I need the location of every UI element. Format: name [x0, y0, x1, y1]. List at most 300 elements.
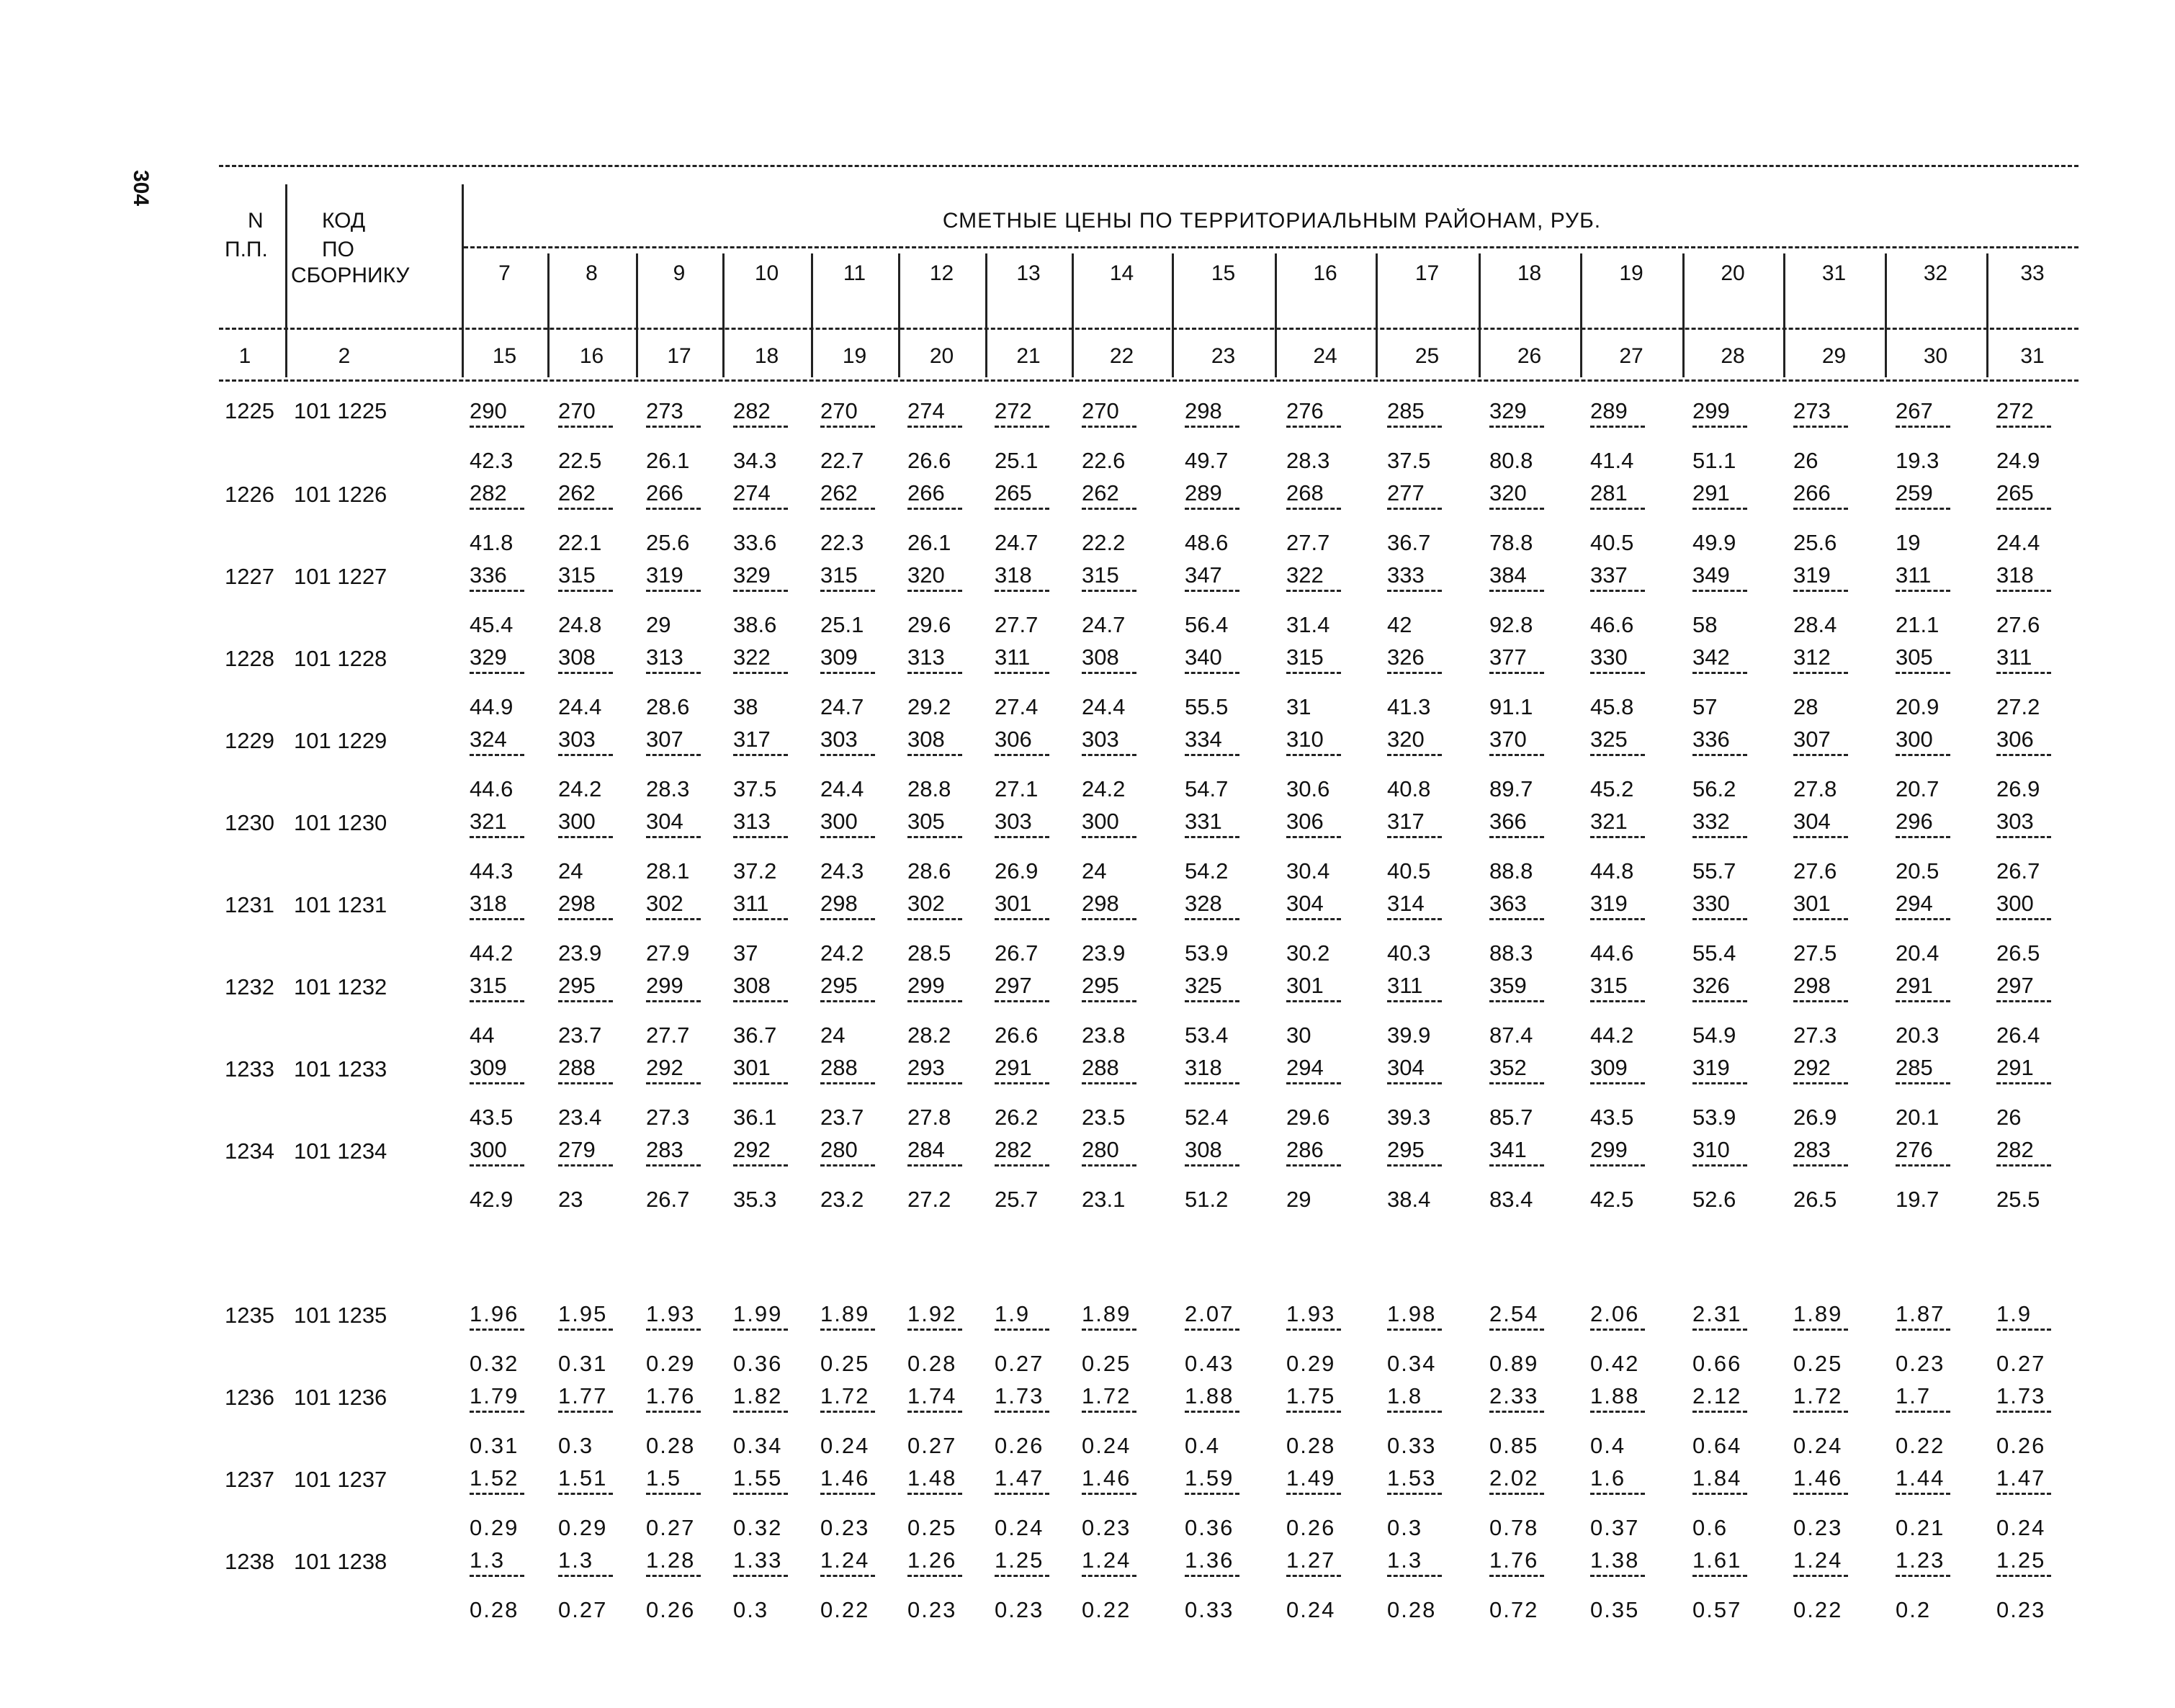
region-number: 7 [498, 261, 511, 285]
wage-component: 0.34 [733, 1433, 783, 1458]
estimated-price: 1.24 [1793, 1547, 1843, 1573]
estimated-price: 301 [733, 1055, 771, 1080]
fraction-dash [1793, 1493, 1848, 1498]
fraction-dash [1793, 754, 1848, 759]
region-number: 20 [1721, 261, 1745, 285]
fraction-dash [558, 1082, 613, 1087]
fraction-dash [1793, 1164, 1848, 1169]
region-number: 11 [843, 261, 866, 285]
wage-component: 26.6 [995, 1022, 1039, 1048]
region-column-divider [1275, 253, 1277, 377]
wage-component: 0.35 [1590, 1597, 1640, 1622]
fraction-dash [1185, 1575, 1239, 1580]
estimated-price: 377 [1489, 644, 1527, 670]
estimated-price: 319 [1590, 891, 1628, 916]
estimated-price: 315 [1590, 973, 1628, 998]
wage-component: 44.3 [470, 858, 514, 884]
estimated-price: 363 [1489, 891, 1527, 916]
price-cell [1996, 480, 2083, 556]
wage-component: 25.1 [820, 612, 864, 637]
estimated-price: 366 [1489, 809, 1527, 834]
wage-component: 0.28 [646, 1433, 696, 1458]
row-number: 1237 [225, 1467, 274, 1492]
fraction-dash [1286, 754, 1341, 759]
region-number: 19 [1619, 261, 1643, 285]
price-cell [1387, 1383, 1474, 1459]
price-cell [1590, 398, 1677, 474]
price-cell [1185, 1465, 1271, 1541]
price-cell [1082, 1055, 1168, 1131]
price-cell [1896, 973, 1982, 1048]
price-cell [1793, 644, 1880, 720]
estimated-price: 1.53 [1387, 1465, 1437, 1491]
estimated-price: 1.93 [1286, 1301, 1336, 1326]
estimated-price: 295 [558, 973, 596, 998]
estimated-price: 280 [1082, 1137, 1119, 1162]
wage-component: 89.7 [1489, 776, 1533, 801]
fraction-dash [1793, 426, 1848, 431]
wage-component: 22.7 [820, 448, 864, 473]
price-cell [558, 973, 645, 1048]
price-cell [1082, 1301, 1168, 1377]
header-bottom-rule [219, 328, 2078, 330]
fraction-dash [733, 1575, 788, 1580]
price-cell [646, 480, 732, 556]
fraction-dash [995, 1329, 1049, 1334]
fraction-dash [1489, 426, 1544, 431]
wage-component: 25.6 [646, 530, 690, 555]
wage-component: 24.2 [1082, 776, 1126, 801]
estimated-price: 1.3 [558, 1547, 594, 1573]
estimated-price: 313 [733, 809, 771, 834]
estimated-price: 1.82 [733, 1383, 783, 1408]
price-cell [1489, 1137, 1576, 1213]
price-cell [558, 891, 645, 966]
wage-component: 0.23 [907, 1597, 957, 1622]
price-cell [470, 809, 556, 884]
fraction-dash [733, 754, 788, 759]
price-cell [733, 727, 820, 802]
wage-component: 28.5 [907, 940, 951, 966]
row-number: 1235 [225, 1303, 274, 1328]
wage-component: 27.8 [907, 1105, 951, 1130]
estimated-price: 281 [1590, 480, 1628, 505]
region-column-divider [1682, 253, 1685, 377]
estimated-price: 273 [1793, 398, 1831, 423]
fraction-dash [1793, 1411, 1848, 1416]
estimated-price: 1.51 [558, 1465, 608, 1491]
estimated-price: 303 [1082, 727, 1119, 752]
fraction-dash [1590, 836, 1645, 841]
header-divider [285, 184, 287, 377]
wage-component: 27.3 [1793, 1022, 1837, 1048]
wage-component: 0.26 [646, 1597, 696, 1622]
estimated-price: 334 [1185, 727, 1222, 752]
fraction-dash [1286, 426, 1341, 431]
estimated-price: 315 [820, 562, 858, 588]
fraction-dash [1896, 1082, 1950, 1087]
fraction-dash [1793, 1082, 1848, 1087]
wage-component: 37 [733, 940, 758, 966]
price-cell [558, 727, 645, 802]
estimated-price: 288 [558, 1055, 596, 1080]
price-cell [1082, 1137, 1168, 1213]
fraction-dash [1793, 1000, 1848, 1005]
price-cell [995, 891, 1081, 966]
estimated-price: 1.76 [646, 1383, 696, 1408]
fraction-dash [1590, 1493, 1645, 1498]
fraction-dash [470, 754, 524, 759]
estimated-price: 302 [907, 891, 945, 916]
price-cell [1692, 727, 1779, 802]
column-number: 23 [1211, 344, 1236, 368]
price-cell [1185, 1137, 1271, 1213]
row-number: 1225 [225, 398, 274, 423]
column-number: 2 [338, 344, 351, 368]
wage-component: 0.23 [1996, 1597, 2046, 1622]
estimated-price: 1.61 [1692, 1547, 1742, 1573]
price-cell [1692, 1137, 1779, 1213]
estimated-price: 304 [1793, 809, 1831, 834]
fraction-dash [1896, 1575, 1950, 1580]
fraction-dash [646, 754, 701, 759]
price-cell [646, 1383, 732, 1459]
fraction-dash [1286, 1493, 1341, 1498]
price-cell [1793, 562, 1880, 638]
wage-component: 0.85 [1489, 1433, 1539, 1458]
price-cell [1590, 1547, 1677, 1623]
fraction-dash [1185, 1000, 1239, 1005]
npp-header: N [248, 209, 264, 233]
fraction-dash [1387, 1411, 1442, 1416]
wage-component: 43.5 [1590, 1105, 1634, 1130]
estimated-price: 308 [733, 973, 771, 998]
fraction-dash [1286, 672, 1341, 677]
estimated-price: 301 [995, 891, 1032, 916]
wage-component: 24.7 [1082, 612, 1126, 637]
wage-component: 0.27 [907, 1433, 957, 1458]
estimated-price: 349 [1692, 562, 1730, 588]
wage-component: 25.6 [1793, 530, 1837, 555]
fraction-dash [820, 590, 875, 595]
price-cell [470, 480, 556, 556]
column-number: 25 [1414, 344, 1440, 368]
estimated-price: 292 [1793, 1055, 1831, 1080]
fraction-dash [1185, 1493, 1239, 1498]
price-cell [558, 1055, 645, 1131]
estimated-price: 329 [470, 644, 507, 670]
price-cell [1387, 562, 1474, 638]
price-cell [558, 1547, 645, 1623]
wage-component: 26.7 [995, 940, 1039, 966]
wage-component: 0.28 [1286, 1433, 1336, 1458]
fraction-dash [1387, 1575, 1442, 1580]
wage-component: 49.7 [1185, 448, 1229, 473]
fraction-dash [1896, 754, 1950, 759]
column-number: 20 [929, 344, 954, 368]
row-code: 101 1225 [294, 398, 387, 423]
wage-component: 28.4 [1793, 612, 1837, 637]
region-number: 9 [673, 261, 686, 285]
price-cell [1185, 1383, 1271, 1459]
estimated-price: 359 [1489, 973, 1527, 998]
price-cell [820, 1547, 907, 1623]
page-number: 304 [129, 170, 153, 207]
fraction-dash [1590, 1164, 1645, 1169]
wage-component: 26 [1996, 1105, 2022, 1130]
wage-component: 22.5 [558, 448, 602, 473]
row-number: 1232 [225, 974, 274, 999]
row-number: 1229 [225, 728, 274, 753]
price-cell [1489, 1055, 1576, 1131]
row-number: 1228 [225, 646, 274, 671]
price-cell [733, 1547, 820, 1623]
price-cell [1387, 809, 1474, 884]
fraction-dash [1692, 508, 1747, 513]
wage-component: 54.7 [1185, 776, 1229, 801]
estimated-price: 2.33 [1489, 1383, 1539, 1408]
price-cell [907, 398, 994, 474]
wage-component: 27.7 [646, 1022, 690, 1048]
wage-component: 37.2 [733, 858, 777, 884]
fraction-dash [1185, 918, 1239, 923]
wage-component: 37.5 [1387, 448, 1431, 473]
fraction-dash [1286, 1575, 1341, 1580]
estimated-price: 315 [558, 562, 596, 588]
estimated-price: 274 [733, 480, 771, 505]
fraction-dash [1692, 1493, 1747, 1498]
price-cell [1996, 973, 2083, 1048]
price-cell [1286, 1301, 1373, 1377]
column-number: 31 [2020, 344, 2045, 368]
fraction-dash [558, 1164, 613, 1169]
estimated-price: 318 [995, 562, 1032, 588]
fraction-dash [907, 672, 962, 677]
wage-component: 0.24 [1082, 1433, 1131, 1458]
estimated-price: 1.46 [1082, 1465, 1131, 1491]
price-cell [907, 891, 994, 966]
fraction-dash [907, 1000, 962, 1005]
estimated-price: 1.76 [1489, 1547, 1539, 1573]
estimated-price: 304 [646, 809, 683, 834]
fraction-dash [1387, 426, 1442, 431]
wage-component: 29.6 [907, 612, 951, 637]
price-cell [1996, 1055, 2083, 1131]
price-cell [470, 727, 556, 802]
price-cell [995, 973, 1081, 1048]
price-cell [1996, 1547, 2083, 1623]
fraction-dash [1387, 590, 1442, 595]
estimated-price: 304 [1286, 891, 1324, 916]
estimated-price: 330 [1692, 891, 1730, 916]
fraction-dash [995, 1411, 1049, 1416]
price-cell [470, 1465, 556, 1541]
price-cell [733, 973, 820, 1048]
wage-component: 44.8 [1590, 858, 1634, 884]
row-code: 101 1231 [294, 892, 387, 917]
wage-component: 27.1 [995, 776, 1039, 801]
fraction-dash [820, 754, 875, 759]
estimated-price: 299 [1590, 1137, 1628, 1162]
price-cell [470, 1383, 556, 1459]
price-cell [558, 1137, 645, 1213]
price-cell [733, 562, 820, 638]
column-number: 18 [754, 344, 779, 368]
fraction-dash [470, 918, 524, 923]
estimated-price: 1.89 [820, 1301, 870, 1326]
estimated-price: 296 [1896, 809, 1933, 834]
fraction-dash [907, 1411, 962, 1416]
wage-component: 46.6 [1590, 612, 1634, 637]
wage-component: 28.6 [646, 694, 690, 719]
fraction-dash [907, 1575, 962, 1580]
fraction-dash [558, 508, 613, 513]
estimated-price: 1.7 [1896, 1383, 1932, 1408]
price-cell [820, 562, 907, 638]
price-cell [470, 1547, 556, 1623]
estimated-price: 1.36 [1185, 1547, 1234, 1573]
wage-component: 43.5 [470, 1105, 514, 1130]
fraction-dash [558, 754, 613, 759]
wage-component: 26.1 [907, 530, 951, 555]
estimated-price: 1.8 [1387, 1383, 1423, 1408]
fraction-dash [558, 1411, 613, 1416]
code-header-sub: ПО [322, 238, 354, 261]
price-cell [1489, 398, 1576, 474]
fraction-dash [820, 1575, 875, 1580]
wage-component: 22.6 [1082, 448, 1126, 473]
estimated-price: 262 [820, 480, 858, 505]
estimated-price: 299 [907, 973, 945, 998]
price-cell [995, 398, 1081, 474]
price-cell [1590, 644, 1677, 720]
estimated-price: 331 [1185, 809, 1222, 834]
fraction-dash [907, 590, 962, 595]
wage-component: 0.23 [1793, 1515, 1843, 1540]
fraction-dash [646, 1411, 701, 1416]
wage-component: 0.89 [1489, 1351, 1539, 1376]
price-cell [1387, 973, 1474, 1048]
fraction-dash [470, 1329, 524, 1334]
fraction-dash [1590, 426, 1645, 431]
fraction-dash [1489, 1000, 1544, 1005]
fraction-dash [995, 754, 1049, 759]
price-cell [1387, 891, 1474, 966]
fraction-dash [1082, 1000, 1136, 1005]
fraction-dash [1896, 918, 1950, 923]
wage-component: 0.24 [1996, 1515, 2046, 1540]
wage-component: 0.28 [1387, 1597, 1437, 1622]
estimated-price: 272 [1996, 398, 2034, 423]
estimated-price: 301 [1286, 973, 1324, 998]
estimated-price: 328 [1185, 891, 1222, 916]
estimated-price: 290 [470, 398, 507, 423]
fraction-dash [1692, 426, 1747, 431]
wage-component: 25.1 [995, 448, 1039, 473]
fraction-dash [820, 918, 875, 923]
fraction-dash [1896, 1000, 1950, 1005]
estimated-price: 282 [1996, 1137, 2034, 1162]
price-cell [1896, 1465, 1982, 1541]
fraction-dash [1793, 1575, 1848, 1580]
wage-component: 24.2 [558, 776, 602, 801]
wage-component: 28.3 [646, 776, 690, 801]
price-cell [1185, 398, 1271, 474]
region-number: 14 [1109, 261, 1134, 285]
wage-component: 28.1 [646, 858, 690, 884]
wage-component: 56.4 [1185, 612, 1229, 637]
wage-component: 0.33 [1387, 1433, 1437, 1458]
fraction-dash [1387, 1329, 1442, 1334]
wage-component: 91.1 [1489, 694, 1533, 719]
estimated-price: 291 [1692, 480, 1730, 505]
wage-component: 0.36 [1185, 1515, 1234, 1540]
wage-component: 30 [1286, 1022, 1311, 1048]
estimated-price: 2.31 [1692, 1301, 1742, 1326]
estimated-price: 283 [1793, 1137, 1831, 1162]
estimated-price: 295 [1082, 973, 1119, 998]
estimated-price: 276 [1286, 398, 1324, 423]
fraction-dash [1286, 590, 1341, 595]
wage-component: 19 [1896, 530, 1921, 555]
region-number: 31 [1821, 261, 1847, 285]
fraction-dash [1082, 1164, 1136, 1169]
wage-component: 33.6 [733, 530, 777, 555]
region-number: 10 [754, 261, 779, 285]
estimated-price: 298 [1793, 973, 1831, 998]
price-cell [1692, 1055, 1779, 1131]
fraction-dash [1996, 1575, 2051, 1580]
price-cell [995, 1137, 1081, 1213]
fraction-dash [995, 836, 1049, 841]
estimated-price: 1.79 [470, 1383, 519, 1408]
wage-component: 23.9 [1082, 940, 1126, 966]
estimated-price: 326 [1387, 644, 1425, 670]
estimated-price: 1.74 [907, 1383, 957, 1408]
wage-component: 26.7 [646, 1187, 690, 1212]
fraction-dash [995, 672, 1049, 677]
wage-component: 24.3 [820, 858, 864, 884]
fraction-dash [558, 918, 613, 923]
estimated-price: 1.59 [1185, 1465, 1234, 1491]
fraction-dash [470, 590, 524, 595]
estimated-price: 1.3 [470, 1547, 506, 1573]
wage-component: 58 [1692, 612, 1718, 637]
price-cell [646, 809, 732, 884]
fraction-dash [1082, 590, 1136, 595]
price-cell [646, 1547, 732, 1623]
estimated-price: 262 [558, 480, 596, 505]
estimated-price: 1.49 [1286, 1465, 1336, 1491]
estimated-price: 270 [558, 398, 596, 423]
fraction-dash [1489, 1493, 1544, 1498]
fraction-dash [733, 1411, 788, 1416]
wage-component: 0.24 [1793, 1433, 1843, 1458]
price-cell [1793, 480, 1880, 556]
fraction-dash [1082, 1329, 1136, 1334]
wage-component: 23 [558, 1187, 583, 1212]
region-column-divider [1885, 253, 1887, 377]
wage-component: 29 [1286, 1187, 1311, 1212]
region-column-divider [1986, 253, 1988, 377]
fraction-dash [646, 1000, 701, 1005]
estimated-price: 274 [907, 398, 945, 423]
fraction-dash [1082, 1575, 1136, 1580]
fraction-dash [1996, 1082, 2051, 1087]
estimated-price: 313 [646, 644, 683, 670]
estimated-price: 324 [470, 727, 507, 752]
fraction-dash [646, 590, 701, 595]
